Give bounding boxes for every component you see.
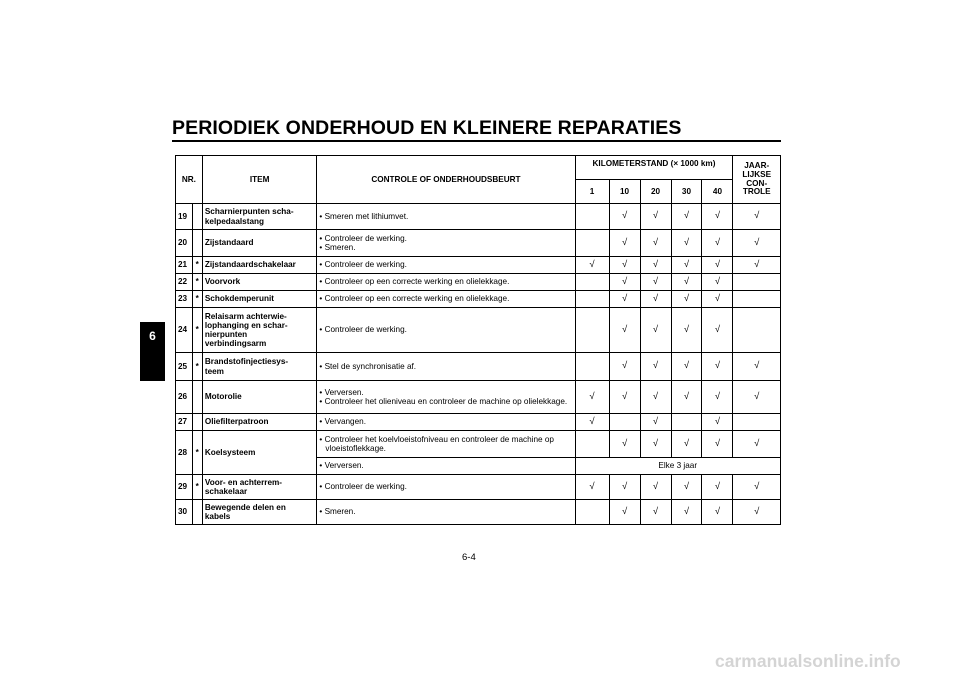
check-mark: √ [733, 257, 781, 274]
row-number: 29 [176, 475, 193, 500]
check-mark [575, 500, 609, 525]
maintenance-action [317, 291, 575, 308]
check-mark: √ [671, 500, 702, 525]
item-name-line: lophanging en schar- [204, 320, 288, 330]
item-name-line: Bewegende delen en [204, 502, 286, 512]
item-name-line: Koelsysteem [204, 447, 256, 457]
check-mark: √ [733, 381, 781, 414]
chapter-tab[interactable] [140, 322, 165, 381]
check-mark: √ [609, 274, 640, 291]
check-mark: √ [702, 291, 733, 308]
maintenance-action [317, 458, 575, 475]
dealer-marker: * [192, 308, 202, 353]
check-mark: √ [640, 257, 671, 274]
row-number: 30 [176, 500, 193, 525]
check-mark: √ [702, 475, 733, 500]
check-mark: √ [640, 204, 671, 230]
item-name [202, 274, 317, 291]
dealer-marker [192, 230, 202, 257]
header-annual-line: CON- [746, 178, 768, 188]
maintenance-action [317, 414, 575, 431]
check-mark [575, 308, 609, 353]
row-number: 22 [176, 274, 193, 291]
dealer-marker: * [192, 257, 202, 274]
check-mark: √ [640, 414, 671, 431]
check-mark [609, 414, 640, 431]
check-mark: √ [702, 274, 733, 291]
check-mark: √ [609, 257, 640, 274]
item-name [202, 500, 317, 525]
item-name-line: Oliefilterpatroon [204, 417, 269, 427]
header-km-20: 20 [640, 180, 671, 204]
item-name-line: Zijstandaard [204, 238, 254, 248]
dealer-marker [192, 414, 202, 431]
check-mark: √ [733, 353, 781, 381]
check-mark [733, 274, 781, 291]
interval-note: Elke 3 jaar [575, 458, 781, 475]
table-row [176, 204, 781, 230]
maintenance-action [317, 274, 575, 291]
item-name [202, 204, 317, 230]
action-line: • Controleer de werking. [319, 325, 407, 335]
maintenance-table-body [176, 204, 781, 525]
table-row [176, 353, 781, 381]
check-mark: √ [609, 500, 640, 525]
check-mark: √ [671, 204, 702, 230]
check-mark: √ [702, 431, 733, 458]
item-name [202, 414, 317, 431]
check-mark: √ [609, 431, 640, 458]
check-mark: √ [702, 414, 733, 431]
header-odometer: KILOMETERSTAND (× 1000 km) [575, 156, 733, 180]
row-number: 20 [176, 230, 193, 257]
check-mark: √ [671, 475, 702, 500]
dealer-marker: * [192, 475, 202, 500]
table-row [176, 230, 781, 257]
action-line: • Smeren. [319, 243, 356, 252]
check-mark: √ [671, 257, 702, 274]
action-line: • Controleer het koelvloeistofniveau en controleer de machine op vloeistoflekkage. [319, 434, 554, 453]
dealer-marker: * [192, 274, 202, 291]
check-mark: √ [702, 230, 733, 257]
row-number: 26 [176, 381, 193, 414]
action-line: • Smeren met lithiumvet. [319, 211, 409, 221]
item-name-line: schakelaar [204, 487, 248, 496]
header-annual-line: TROLE [742, 187, 771, 197]
item-name [202, 230, 317, 257]
maintenance-action [317, 431, 575, 458]
check-mark [733, 414, 781, 431]
check-mark: √ [671, 308, 702, 353]
item-name [202, 381, 317, 414]
check-mark: √ [609, 308, 640, 353]
header-km-1: 1 [575, 180, 609, 204]
row-number: 28 [176, 431, 193, 475]
check-mark [733, 308, 781, 353]
page-title: PERIODIEK ONDERHOUD EN KLEINERE REPARATIES [172, 117, 682, 139]
check-mark: √ [671, 381, 702, 414]
check-mark: √ [640, 431, 671, 458]
header-km-30: 30 [671, 180, 702, 204]
action-line: • Smeren. [319, 507, 356, 517]
check-mark: √ [733, 431, 781, 458]
check-mark: √ [609, 353, 640, 381]
maintenance-action [317, 353, 575, 381]
check-mark: √ [671, 291, 702, 308]
title-rule [172, 140, 781, 142]
check-mark: √ [733, 230, 781, 257]
check-mark [575, 204, 609, 230]
table-row [176, 414, 781, 431]
check-mark: √ [702, 381, 733, 414]
check-mark: √ [575, 381, 609, 414]
dealer-marker [192, 381, 202, 414]
action-line: • Vervangen. [319, 417, 366, 427]
check-mark: √ [609, 204, 640, 230]
maintenance-table [175, 155, 781, 525]
table-row [176, 274, 781, 291]
check-mark: √ [640, 353, 671, 381]
action-line: • Stel de synchronisatie af. [319, 361, 417, 371]
header-annual [733, 156, 781, 204]
maintenance-action [317, 500, 575, 525]
check-mark: √ [671, 230, 702, 257]
item-name-line: Voorvork [204, 277, 241, 287]
header-km-40: 40 [702, 180, 733, 204]
table-row [176, 291, 781, 308]
table-row [176, 475, 781, 500]
check-mark: √ [640, 274, 671, 291]
maintenance-action [317, 257, 575, 274]
check-mark: √ [640, 230, 671, 257]
check-mark: √ [609, 291, 640, 308]
item-name [202, 475, 317, 500]
check-mark: √ [702, 500, 733, 525]
item-name-line: kelpedaalstang [204, 216, 264, 226]
check-mark: √ [640, 381, 671, 414]
check-mark: √ [671, 431, 702, 458]
check-mark: √ [609, 381, 640, 414]
check-mark [575, 431, 609, 458]
maintenance-action [317, 475, 575, 500]
action-line: • Controleer het olieniveau en controleer de machine op olielekkage. [319, 397, 568, 406]
item-name-line: Voor- en achterrem- [204, 477, 283, 487]
watermark: carmanualsonline.info [715, 651, 901, 671]
check-mark: √ [733, 204, 781, 230]
item-name-line: teem [204, 366, 224, 376]
header-action: CONTROLE OF ONDERHOUDSBEURT [317, 156, 575, 204]
action-line: • Controleer op een correcte werking en olielekkage. [319, 294, 510, 304]
dealer-marker: * [192, 431, 202, 475]
header-annual-line: JAAR- [744, 161, 770, 171]
maintenance-action [317, 230, 575, 257]
check-mark [671, 414, 702, 431]
action-line: • Verversen. [319, 461, 364, 471]
item-name [202, 257, 317, 274]
item-name-line: Brandstofinjectiesys- [204, 357, 289, 367]
table-row [176, 257, 781, 274]
check-mark: √ [671, 353, 702, 381]
check-mark: √ [640, 291, 671, 308]
maintenance-action [317, 204, 575, 230]
table-row [176, 381, 781, 414]
action-line: • Controleer de werking. [319, 482, 407, 492]
item-name [202, 431, 317, 475]
item-name-line: verbindingsarm [204, 339, 267, 349]
check-mark: √ [640, 308, 671, 353]
check-mark [575, 291, 609, 308]
action-line: • Controleer de werking. [319, 260, 407, 270]
check-mark [575, 274, 609, 291]
chapter-number: 6 [149, 329, 156, 343]
check-mark: √ [702, 353, 733, 381]
table-row [176, 308, 781, 353]
item-name-line: nierpunten [204, 330, 248, 339]
page-number: 6-4 [462, 552, 476, 563]
action-line: • Verversen. [319, 387, 364, 397]
check-mark: √ [609, 475, 640, 500]
check-mark: √ [575, 475, 609, 500]
item-name-line: Motorolie [204, 392, 242, 402]
check-mark: √ [702, 257, 733, 274]
table-row [176, 431, 781, 458]
check-mark [575, 353, 609, 381]
dealer-marker: * [192, 353, 202, 381]
maintenance-action [317, 381, 575, 414]
check-mark: √ [640, 475, 671, 500]
check-mark: √ [733, 500, 781, 525]
check-mark: √ [575, 257, 609, 274]
item-name-line: Schokdemperunit [204, 294, 274, 304]
check-mark [575, 230, 609, 257]
header-item: ITEM [202, 156, 317, 204]
check-mark: √ [575, 414, 609, 431]
check-mark: √ [671, 274, 702, 291]
header-annual-line: LIJKSE [742, 169, 772, 179]
action-line: • Controleer de werking. [319, 233, 407, 243]
dealer-marker [192, 204, 202, 230]
item-name [202, 308, 317, 353]
header-nr: NR. [176, 156, 203, 204]
check-mark: √ [640, 500, 671, 525]
header-km-10: 10 [609, 180, 640, 204]
item-name-line: Relaisarm achterwie- [204, 311, 287, 321]
item-name-line: Scharnierpunten scha- [204, 207, 294, 217]
item-name-line: Zijstandaardschakelaar [204, 260, 296, 270]
maintenance-action [317, 308, 575, 353]
item-name [202, 291, 317, 308]
row-number: 19 [176, 204, 193, 230]
check-mark: √ [702, 204, 733, 230]
check-mark: √ [702, 308, 733, 353]
table-row [176, 500, 781, 525]
action-line: • Controleer op een correcte werking en olielekkage. [319, 277, 510, 287]
check-mark: √ [609, 230, 640, 257]
check-mark: √ [733, 475, 781, 500]
item-name-line: kabels [204, 512, 231, 521]
check-mark [733, 291, 781, 308]
dealer-marker [192, 500, 202, 525]
row-number: 23 [176, 291, 193, 308]
row-number: 24 [176, 308, 193, 353]
row-number: 25 [176, 353, 193, 381]
item-name [202, 353, 317, 381]
row-number: 27 [176, 414, 193, 431]
row-number: 21 [176, 257, 193, 274]
dealer-marker: * [192, 291, 202, 308]
